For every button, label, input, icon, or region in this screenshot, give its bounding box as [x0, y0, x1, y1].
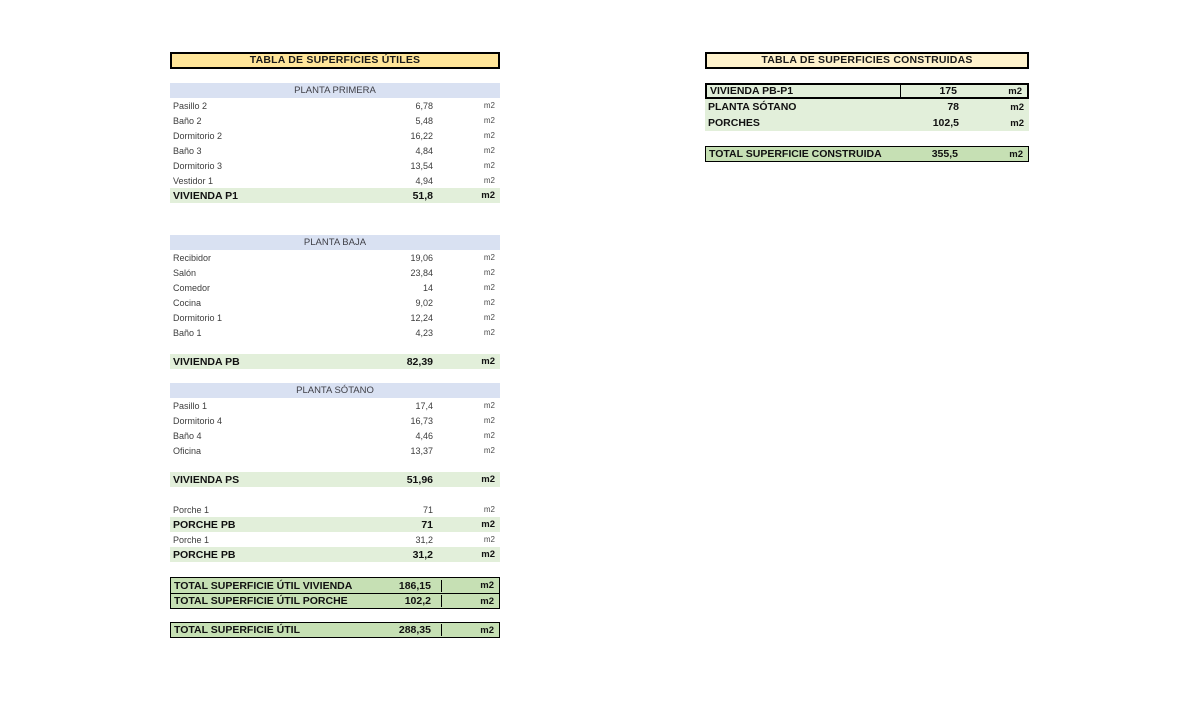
total-unit: m2	[480, 580, 494, 591]
section-planta-sotano	[170, 383, 500, 487]
subtotal-row	[170, 354, 500, 369]
row-value: 23,84	[410, 267, 433, 278]
section-header: PLANTA SÓTANO	[170, 383, 500, 398]
row-label: Pasillo 2	[173, 100, 208, 111]
subtotal-row	[170, 472, 500, 487]
row-unit: m2	[483, 146, 495, 155]
grand-total-label: TOTAL SUPERFICIE ÚTIL	[174, 624, 301, 636]
built-total-value: 355,5	[931, 148, 958, 160]
subtotal-unit: m2	[481, 474, 495, 485]
grand-total-unit: m2	[480, 624, 494, 636]
row-label: Dormitorio 2	[173, 130, 223, 141]
built-total-unit: m2	[1009, 148, 1023, 160]
subtotal-value: 51,96	[406, 473, 433, 486]
row-label: Vestidor 1	[173, 175, 214, 186]
table-row	[170, 158, 500, 173]
subtotal-label: VIVIENDA PS	[173, 473, 240, 486]
section-planta-baja	[170, 235, 500, 369]
table-row	[170, 398, 500, 413]
row-label: Porche 1	[173, 534, 210, 545]
table-row	[170, 532, 500, 547]
row-unit: m2	[483, 298, 495, 307]
row-label: Comedor	[173, 282, 211, 293]
row-label: Baño 1	[173, 327, 202, 338]
table-row	[170, 113, 500, 128]
table-row	[705, 115, 1029, 131]
subtotal-value: 31,2	[412, 548, 433, 561]
table-row	[170, 325, 500, 340]
row-label: Dormitorio 1	[173, 312, 223, 323]
total-value: 102,2	[369, 595, 442, 607]
built-total-row	[705, 146, 1029, 162]
table-row	[170, 265, 500, 280]
row-unit: m2	[483, 161, 495, 170]
row-value: 14	[422, 282, 433, 293]
built-surfaces-table	[705, 52, 1029, 162]
row-value: 12,24	[410, 312, 433, 323]
row-label: VIVIENDA PB-P1	[707, 85, 901, 97]
grand-total-row	[171, 623, 499, 637]
total-row	[171, 593, 499, 608]
table-row	[170, 295, 500, 310]
useful-surfaces-table	[170, 52, 500, 638]
table-row	[170, 128, 500, 143]
section-planta-primera	[170, 83, 500, 203]
row-value: 16,22	[410, 130, 433, 141]
section-header: PLANTA PRIMERA	[170, 83, 500, 98]
row-unit: m2	[483, 268, 495, 277]
row-unit: m2	[483, 131, 495, 140]
row-label: Baño 3	[173, 145, 202, 156]
row-value: 4,94	[415, 175, 433, 186]
subtotal-value: 82,39	[406, 355, 433, 368]
total-row	[171, 578, 499, 593]
section-header: PLANTA BAJA	[170, 235, 500, 250]
table-row	[170, 502, 500, 517]
row-unit: m2	[483, 416, 495, 425]
row-value: 78	[947, 101, 959, 113]
row-value: 16,73	[410, 415, 433, 426]
row-unit: m2	[483, 313, 495, 322]
row-label: Porche 1	[173, 504, 210, 515]
total-label: TOTAL SUPERFICIE ÚTIL PORCHE	[174, 595, 348, 607]
row-unit: m2	[483, 535, 495, 544]
grand-total-value: 288,35	[369, 624, 442, 636]
row-label: Cocina	[173, 297, 202, 308]
row-unit: m2	[483, 116, 495, 125]
spacer	[170, 458, 500, 472]
row-value: 5,48	[415, 115, 433, 126]
subtotal-row	[170, 188, 500, 203]
row-label: Pasillo 1	[173, 400, 208, 411]
subtotal-unit: m2	[481, 549, 495, 560]
row-unit: m2	[483, 176, 495, 185]
subtotal-label: PORCHE PB	[173, 548, 236, 561]
row-unit: m2	[483, 431, 495, 440]
row-value: 19,06	[410, 252, 433, 263]
row-unit: m2	[483, 283, 495, 292]
subtotal-unit: m2	[481, 190, 495, 201]
table-row	[170, 443, 500, 458]
row-value: 9,02	[415, 297, 433, 308]
row-value: 4,23	[415, 327, 433, 338]
row-label: Dormitorio 4	[173, 415, 223, 426]
row-label: Salón	[173, 267, 197, 278]
row-value: 4,46	[415, 430, 433, 441]
row-unit: m2	[1010, 117, 1024, 129]
total-unit: m2	[480, 595, 494, 607]
useful-table-title: TABLA DE SUPERFICIES ÚTILES	[170, 52, 500, 69]
row-unit: m2	[483, 446, 495, 455]
row-unit: m2	[483, 328, 495, 337]
row-unit: m2	[1008, 85, 1022, 97]
table-row	[170, 98, 500, 113]
row-value: 13,54	[410, 160, 433, 171]
row-value: 31,2	[415, 534, 433, 545]
table-row	[170, 173, 500, 188]
row-value: 13,37	[410, 445, 433, 456]
built-table-title: TABLA DE SUPERFICIES CONSTRUIDAS	[705, 52, 1029, 69]
porch-group	[170, 502, 500, 562]
row-label: Oficina	[173, 445, 202, 456]
subtotal-value: 51,8	[412, 189, 433, 202]
spacer	[170, 340, 500, 354]
row-value: 17,4	[415, 400, 433, 411]
total-label: TOTAL SUPERFICIE ÚTIL VIVIENDA	[174, 579, 353, 592]
subtotal-label: VIVIENDA P1	[173, 189, 238, 202]
table-row	[170, 413, 500, 428]
grand-total-block	[170, 622, 500, 638]
row-unit: m2	[483, 101, 495, 110]
table-row	[170, 250, 500, 265]
row-label: Dormitorio 3	[173, 160, 223, 171]
row-label: PLANTA SÓTANO	[708, 101, 797, 113]
subtotal-unit: m2	[481, 356, 495, 367]
table-row	[170, 143, 500, 158]
row-value: 175	[939, 85, 957, 97]
row-value: 6,78	[415, 100, 433, 111]
row-unit: m2	[483, 401, 495, 410]
table-row	[170, 280, 500, 295]
subtotal-row	[170, 547, 500, 562]
row-value: 102,5	[932, 117, 959, 129]
table-row	[170, 310, 500, 325]
built-total-label: TOTAL SUPERFICIE CONSTRUIDA	[709, 148, 882, 160]
table-row	[705, 99, 1029, 115]
row-label: Recibidor	[173, 252, 212, 263]
subtotal-label: PORCHE PB	[173, 518, 236, 531]
row-label: PORCHES	[708, 117, 760, 129]
subtotal-unit: m2	[481, 519, 495, 530]
subtotal-value: 71	[421, 518, 433, 531]
total-value: 186,15	[369, 580, 442, 592]
subtotal-row	[170, 517, 500, 532]
row-value: 4,84	[415, 145, 433, 156]
row-unit: m2	[483, 505, 495, 514]
table-row	[705, 83, 1029, 99]
totals-block	[170, 577, 500, 609]
row-label: Baño 4	[173, 430, 202, 441]
row-unit: m2	[483, 253, 495, 262]
subtotal-label: VIVIENDA PB	[173, 355, 240, 368]
row-label: Baño 2	[173, 115, 202, 126]
row-unit: m2	[1010, 101, 1024, 113]
table-row	[170, 428, 500, 443]
row-value: 71	[422, 504, 433, 515]
